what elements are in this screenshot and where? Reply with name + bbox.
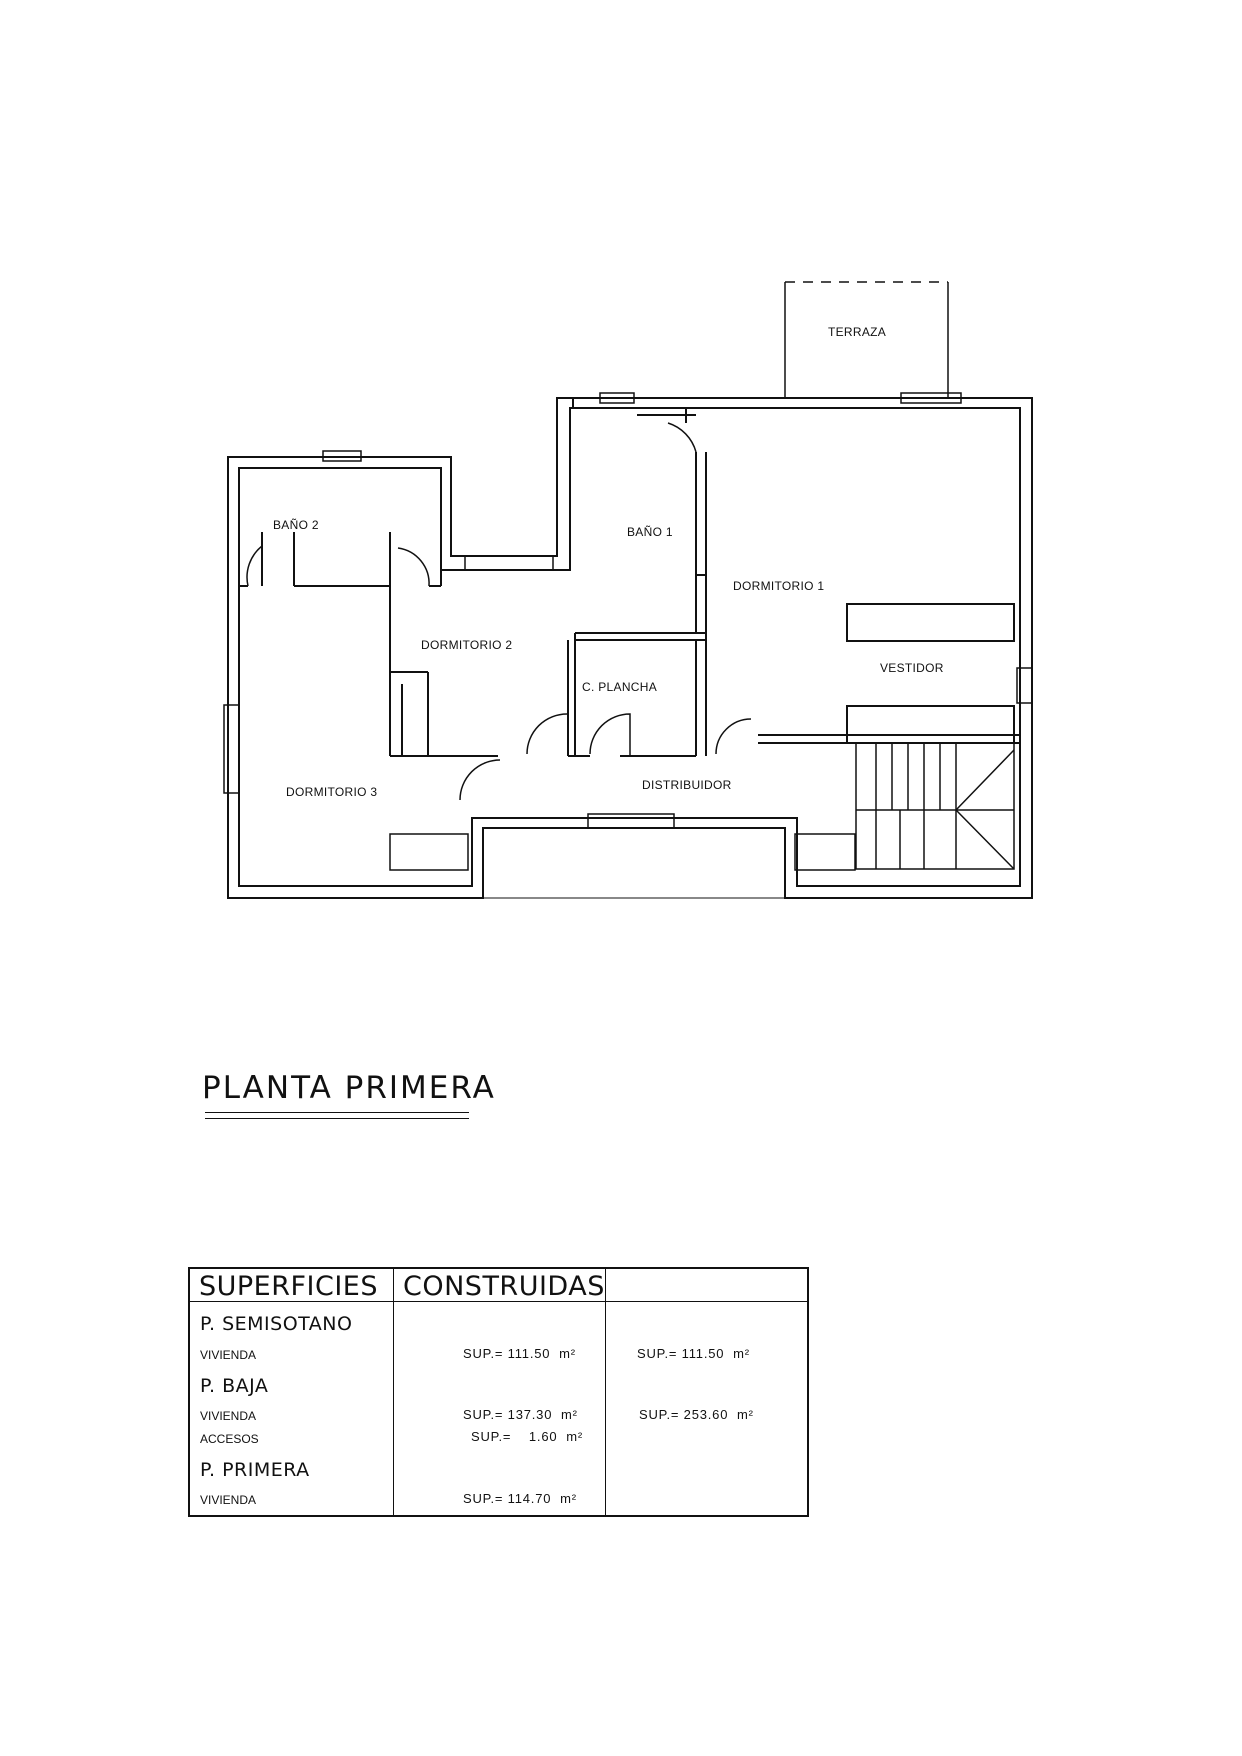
room-label-dormitorio-3: DORMITORIO 3 — [286, 785, 378, 799]
left-wing-walls — [228, 398, 1032, 898]
room-label-bano-2: BAÑO 2 — [273, 518, 319, 532]
area-value: SUP.= 111.50 m² — [463, 1346, 576, 1361]
floor-name-primera: P. PRIMERA — [200, 1459, 310, 1481]
use-label: VIVIENDA — [200, 1409, 257, 1423]
title-underline — [205, 1112, 469, 1113]
door-swings — [247, 423, 751, 800]
room-label-dormitorio-2: DORMITORIO 2 — [421, 638, 513, 652]
floor-name-semisotano: P. SEMISOTANO — [200, 1313, 353, 1335]
plan-title: PLANTA PRIMERA — [202, 1070, 496, 1106]
table-header-superficies: SUPERFICIES — [199, 1271, 379, 1302]
surfaces-table — [188, 1267, 809, 1517]
area-value: SUP.= 114.70 m² — [463, 1491, 577, 1506]
area-value: SUP.= 1.60 m² — [471, 1429, 583, 1444]
area-value: SUP.= 137.30 m² — [463, 1407, 578, 1422]
title-underline — [205, 1118, 469, 1119]
floor-name-baja: P. BAJA — [200, 1375, 269, 1397]
use-label: VIVIENDA — [200, 1493, 257, 1507]
table-header-construidas: CONSTRUIDAS — [403, 1271, 605, 1302]
room-label-bano-1: BAÑO 1 — [627, 525, 673, 539]
room-label-terraza: TERRAZA — [828, 325, 887, 339]
use-label: VIVIENDA — [200, 1348, 257, 1362]
area-total: SUP.= 111.50 m² — [637, 1346, 750, 1361]
use-label: ACCESOS — [200, 1432, 259, 1446]
room-label-distribuidor: DISTRIBUIDOR — [642, 778, 732, 792]
table-column-divider — [393, 1269, 394, 1515]
room-label-vestidor: VESTIDOR — [880, 661, 944, 675]
terraza-outline — [785, 282, 948, 397]
room-label-c-plancha: C. PLANCHA — [582, 680, 658, 694]
staircase — [856, 743, 1014, 869]
area-total: SUP.= 253.60 m² — [639, 1407, 754, 1422]
table-column-divider — [605, 1269, 606, 1515]
room-label-dormitorio-1: DORMITORIO 1 — [733, 579, 825, 593]
